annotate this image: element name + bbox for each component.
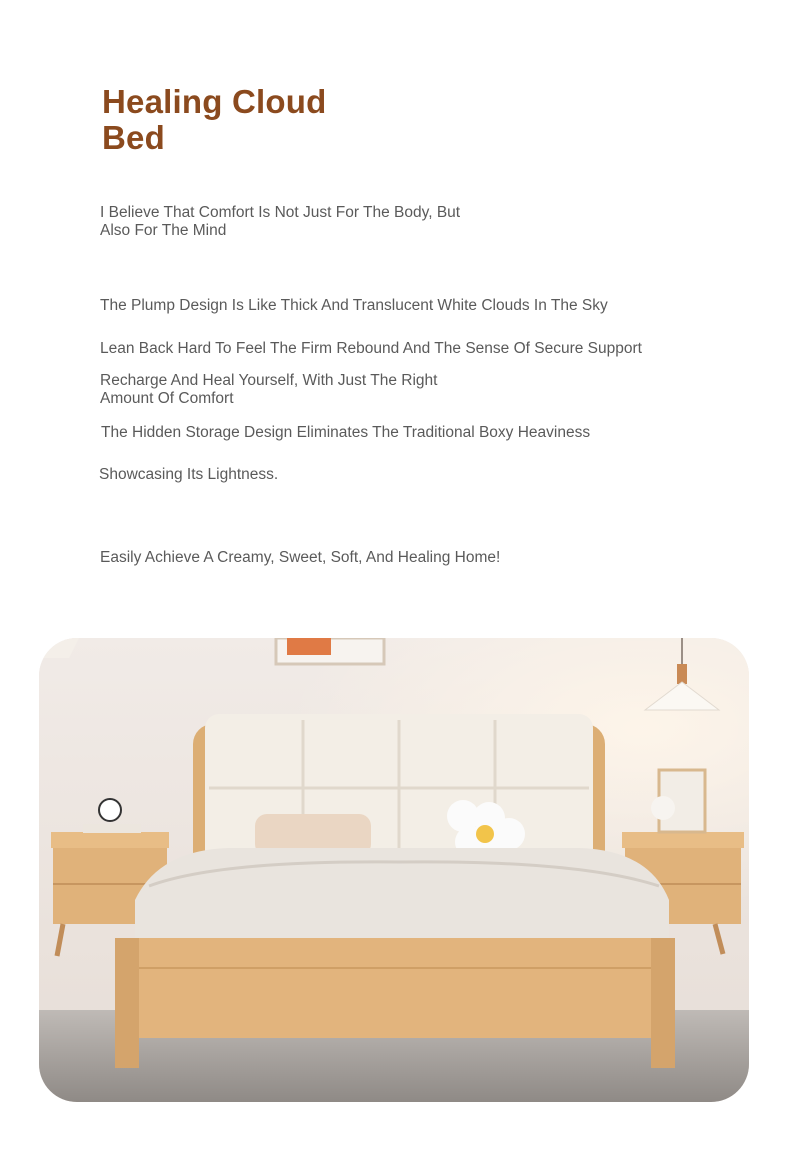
page-title <box>102 84 326 156</box>
bed-product-photo <box>39 638 749 1102</box>
feature-recharge <box>100 372 437 408</box>
title-line-2: Bed <box>102 119 165 156</box>
subtitle <box>100 204 460 240</box>
feature-recharge-line-2: Amount Of Comfort <box>100 390 234 407</box>
feature-hidden-storage: The Hidden Storage Design Eliminates The Traditional Boxy Heaviness <box>101 424 591 441</box>
subtitle-line-2: Also For The Mind <box>100 222 227 239</box>
title-line-1: Healing Cloud <box>102 83 327 120</box>
subtitle-line-1: I Believe That Comfort Is Not Just For The Body, But <box>100 204 461 221</box>
feature-firm-rebound: Lean Back Hard To Feel The Firm Rebound And The Sense Of Secure Support <box>100 340 642 357</box>
feature-lightness: Showcasing Its Lightness. <box>99 466 279 483</box>
wall-art <box>276 638 384 664</box>
feature-recharge-line-1: Recharge And Heal Yourself, With Just The Right <box>100 372 438 389</box>
bed-frame <box>115 714 675 1068</box>
feature-healing-home: Easily Achieve A Creamy, Sweet, Soft, And Healing Home! <box>100 549 501 566</box>
feature-plump-design: The Plump Design Is Like Thick And Translucent White Clouds In The Sky <box>100 297 608 314</box>
